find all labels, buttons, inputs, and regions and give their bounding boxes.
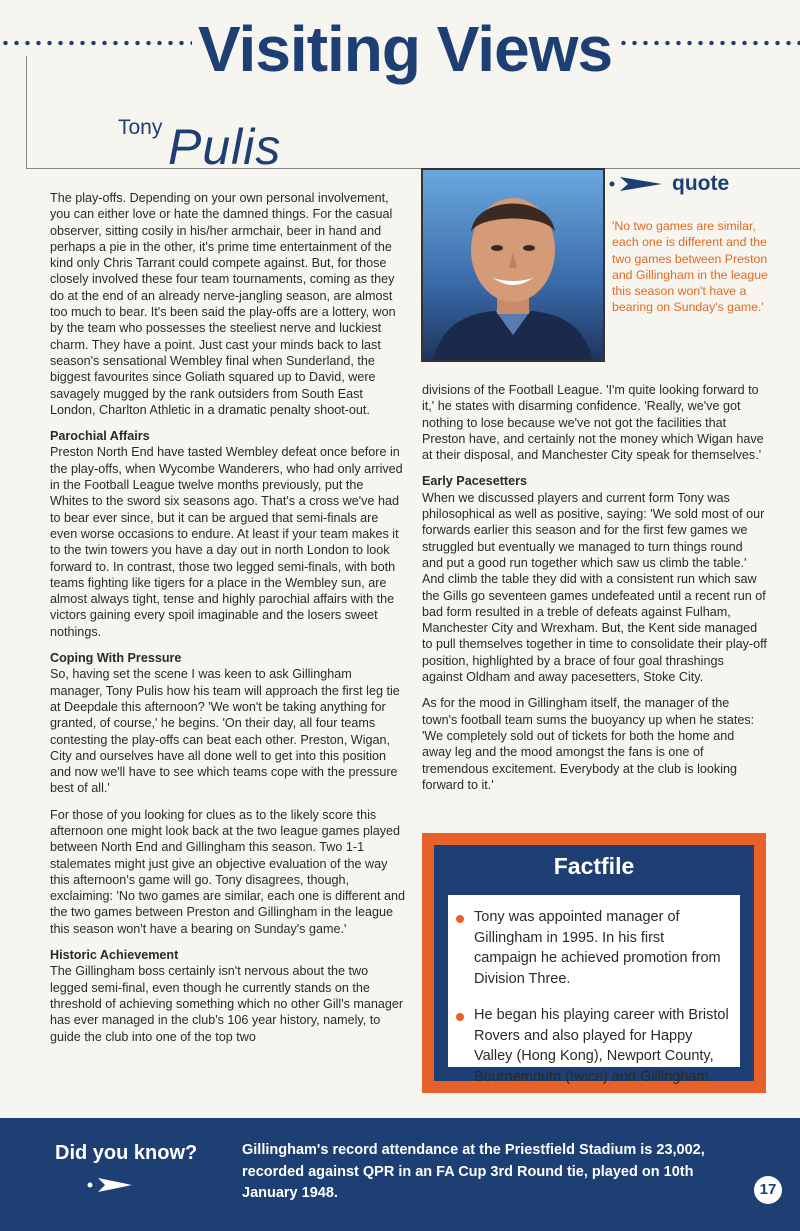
title-dots-left [0,40,192,46]
paragraph: The Gillingham boss certainly isn't nervous about the two legged semi-final, even though he currently stands on the threshold of achieving something which no other Gill's manager has ever managed in the club's 106 year history, namely, to guide the club into one of the top two [50,964,404,1044]
manager-photo [421,168,605,362]
paragraph: For those of you looking for clues as to the likely score this afternoon one might look back at the two league games played between North End and Gillingham this season. Two 1-1 stalemates might just give an objective evaluation of the way this afternoon's game will go. Tony disagrees, though, exclaiming: 'No two games are similar, each one is different and the two games between Preston and Gillingham in the league this season won't have a bearing on Sunday's game.' [50,807,405,936]
portrait-illustration [423,170,603,360]
factfile-box [422,833,766,1093]
header-rule [26,56,800,169]
paragraph: So, having set the scene I was keen to ask Gillingham manager, Tony Pulis how his team will approach the first leg tie at Deepdale this afternoon? 'We won't be taking anything for granted, of course,' he begins. 'On their day, all four teams contesting the play-offs can beat each other. Preston, Wigan, City and ourselves have all done well to get into this position and now we'll have to see which teams cope with the pressure best of all.' [50,667,400,796]
paragraph: The play-offs. Depending on your own personal involvement, you can either love or hate the damned things. For the casual observer, sitting cosily in his/her armchair, beer in hand and perhaps a pie in the other, it's prime time entertainment of the kind only Chris Tarrant could compete against. But, for those closely involved these four team tournaments, coming as they do at the end of an already nerve-jangling season, are almost too much to bear. It's been said the play-offs are a lottery, won by the team who possesses the steeliest nerve and luckiest charm. They have a point. Just cast your minds back to last season's sensational Wembley final when Sunderland, the biggest favourites since Goliath squared up to David, were savagely mugged by the rank outsiders from South East London, Charlton Athletic in a dramatic penalty shoot-out. [50,191,396,417]
article-column-left [50,190,405,1055]
paragraph: As for the mood in Gillingham itself, the manager of the town's football team sums the buoyancy up when he states: 'We completely sold out of tickets for both the home and away leg and the mood amongst the fans is one of tremendous excitement. Everybody at the club is looking forward to it.' [422,696,755,792]
fact-text: Tony was appointed manager of Gillingham in 1995. In his first campaign he achieved promotion from Division Three. [474,909,721,987]
subheading: Historic Achievement [50,948,179,963]
fact-item [456,1005,730,1087]
fact-text: He began his playing career with Bristol Rovers and also played for Happy Valley (Hong Kong), Newport County, Bournemouth (twice) and Gillingham. [474,1007,729,1085]
page-number: 17 [754,1176,782,1204]
factfile-body [448,895,740,1085]
author-last-name: Pulis [168,119,282,175]
quote-heading [608,172,729,196]
article-column-right [422,382,767,803]
title-dots-right [618,40,800,46]
author-first-name: Tony [118,116,163,139]
arrow-icon [86,1176,134,1194]
bullet-icon [456,915,464,923]
bullet-icon [456,1013,464,1021]
factfile-inner [434,845,754,1085]
arrow-icon [608,175,664,193]
did-you-know-label: Did you know? [55,1142,198,1164]
subheading: Parochial Affairs [50,429,150,444]
did-you-know-banner [0,1118,800,1231]
factfile-title: Factfile [553,853,635,879]
page-title: Visiting Views [198,13,613,85]
did-you-know-text: Gillingham's record attendance at the Priestfield Stadium is 23,002, recorded against QPR in an FA Cup 3rd Round tie, played on 10th January 1948. [242,1142,705,1201]
fact-item [456,907,730,989]
paragraph: divisions of the Football League. 'I'm quite looking forward to it,' he states with disarming confidence. 'Really, we've got nothing to lose because we've not got the facilities that Preston have, and certainly not the money which Wigan have at their disposal, and Manchester City speak for themselves.' [422,383,764,463]
paragraph: Preston North End have tasted Wembley defeat once before in the play-offs, when Wycombe Wanderers, who had only arrived in the Football League twelve months previously, put the Whites to the sword six seasons ago. That's a cross we've had to bear ever since, but it can be argued that semi-finals are even worse occasions to endure. At least if your team makes it to the twin towers you have a day out in north London to look forward to. In contrast, those two legged semi-finals, with both teams fighting like tigers for a place in the Wembley sun, are almost always tight, tense and highly parochial affairs with the victors gaining every spoil imaginable and the losers sweet nothings. [50,445,403,639]
subheading: Early Pacesetters [422,474,528,489]
pull-quote: 'No two games are similar, each one is different and the two games between Preston and Gillingham in the league this season won't have a bearing on Sunday's game.' [612,219,768,315]
paragraph: When we discussed players and current form Tony was philosophical as well as positive, saying: 'We sold most of our forwards earlier this season and for the first few games we struggled but eventually we managed to turn things round and put a good run together which saw us climb the table.' And climb the table they did with a consistent run which saw the Gills go seventeen games undefeated until a recent run of bad form resulted in a treble of defeats against Fulham, Manchester City and Wrexham. But, the Kent side managed to pull themselves together in time to consolidate their play-off position, highlighted by a brace of four goal thrashings against Oldham and away pacesetters, Stoke City. [422,490,767,685]
quote-label: quote [672,172,730,195]
subheading: Coping With Pressure [50,651,182,666]
